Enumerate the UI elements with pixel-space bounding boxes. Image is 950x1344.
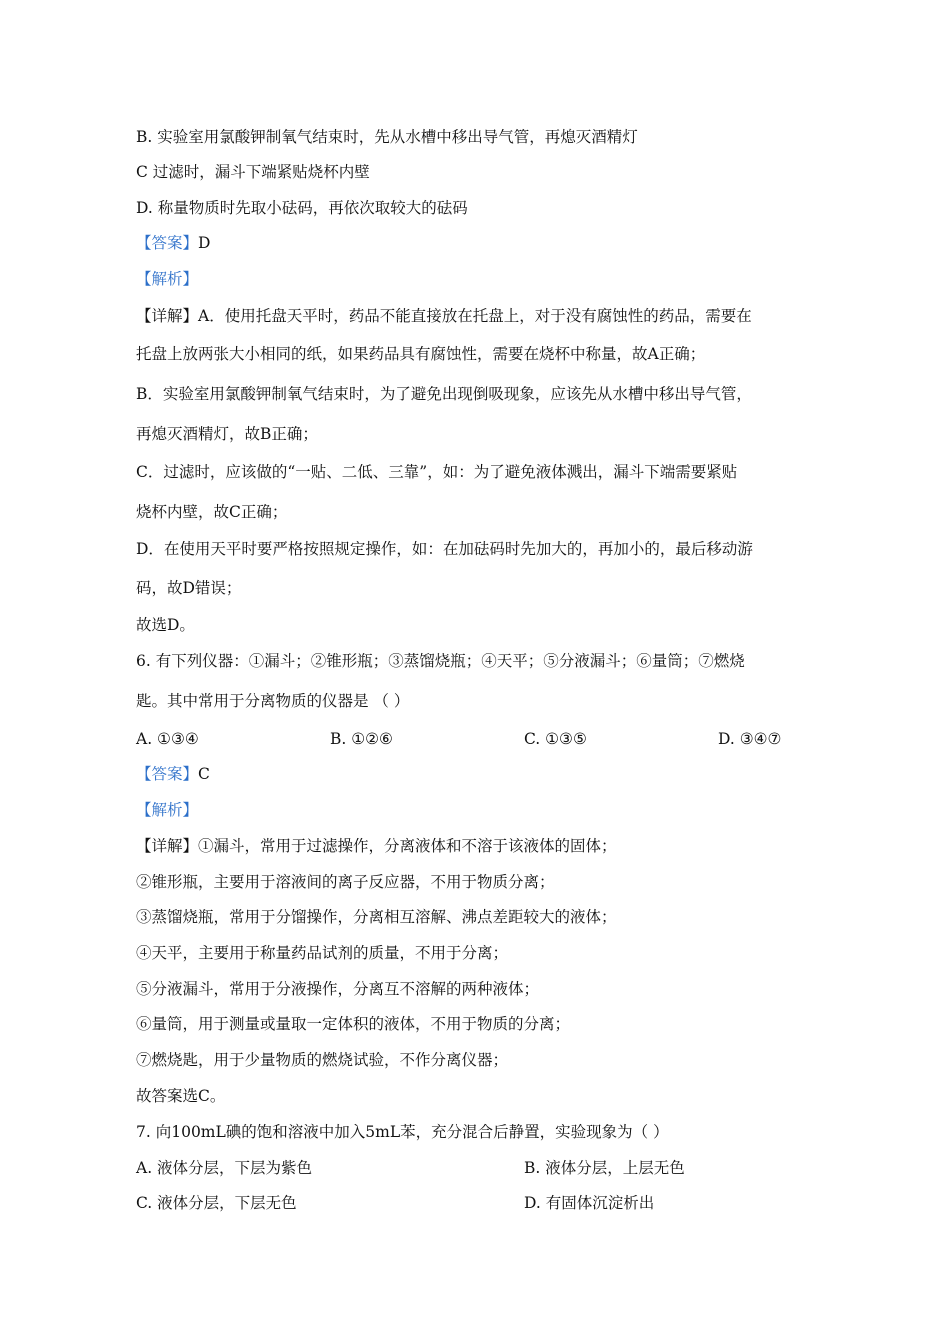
q5-detail-line8: 码，故D错误； bbox=[136, 579, 242, 597]
q5-option-c: C 过滤时，漏斗下端紧贴烧杯内壁 bbox=[136, 163, 370, 181]
q7-option-a: A. 液体分层，下层为紫色 bbox=[136, 1159, 313, 1177]
q6-stem-line1: 6. 有下列仪器：①漏斗；②锥形瓶；③蒸馏烧瓶；④天平；⑤分液漏斗；⑥量筒；⑦燃烧 bbox=[136, 652, 745, 670]
detail-text: ①漏斗，常用于过滤操作，分离液体和不溶于该液体的固体； bbox=[198, 837, 617, 855]
q5-option-d: D. 称量物质时先取小砝码，再依次取较大的砝码 bbox=[136, 199, 468, 217]
q6-option-c: C. ①③⑤ bbox=[524, 730, 587, 748]
q6-detail-line2: ②锥形瓶，主要用于溶液间的离子反应器，不用于物质分离； bbox=[136, 873, 555, 891]
detail-text: A．使用托盘天平时，药品不能直接放在托盘上，对于没有腐蚀性的药品，需要在 bbox=[198, 307, 752, 325]
q6-stem-line2: 匙。其中常用于分离物质的仪器是 （ ） bbox=[136, 692, 410, 710]
answer-tag: 【答案】 bbox=[136, 765, 199, 783]
q5-detail-line2: 托盘上放两张大小相同的纸，如果药品具有腐蚀性，需要在烧杯中称量，故A正确； bbox=[136, 345, 706, 363]
q6-detail-line3: ③蒸馏烧瓶，常用于分馏操作，分离相互溶解、沸点差距较大的液体； bbox=[136, 908, 617, 926]
q6-option-a: A. ①③④ bbox=[136, 730, 199, 748]
q6-detail-line4: ④天平，主要用于称量药品试剂的质量，不用于分离； bbox=[136, 944, 509, 962]
q6-analysis-tag: 【解析】 bbox=[136, 801, 199, 819]
q5-detail-line1 bbox=[136, 305, 752, 327]
q5-detail-line6: 烧杯内壁，故C正确； bbox=[136, 503, 288, 521]
q5-option-b: B. 实验室用氯酸钾制氧气结束时，先从水槽中移出导气管，再熄灭酒精灯 bbox=[136, 128, 638, 146]
q6-option-b: B. ①②⑥ bbox=[330, 730, 393, 748]
answer-tag: 【答案】 bbox=[136, 234, 199, 252]
q6-detail-line1 bbox=[136, 835, 617, 857]
q5-detail-line4: 再熄灭酒精灯，故B正确； bbox=[136, 425, 318, 443]
q6-detail-line5: ⑤分液漏斗，常用于分液操作，分离互不溶解的两种液体； bbox=[136, 980, 540, 998]
q5-analysis-tag: 【解析】 bbox=[136, 270, 199, 288]
q6-detail-line6: ⑥量筒，用于测量或量取一定体积的液体，不用于物质的分离； bbox=[136, 1015, 571, 1033]
q7-stem: 7. 向100mL碘的饱和溶液中加入5mL苯，充分混合后静置，实验现象为（ ） bbox=[136, 1123, 669, 1141]
detail-tag: 【详解】 bbox=[136, 307, 199, 325]
q6-conclusion: 故答案选C。 bbox=[136, 1087, 226, 1105]
q7-option-b: B. 液体分层，上层无色 bbox=[524, 1159, 685, 1177]
q7-option-d: D. 有固体沉淀析出 bbox=[524, 1194, 655, 1212]
q5-detail-line3: B．实验室用氯酸钾制氧气结束时，为了避免出现倒吸现象，应该先从水槽中移出导气管， bbox=[136, 385, 752, 403]
q5-detail-line5: C．过滤时，应该做的“一贴、二低、三靠”，如：为了避免液体溅出，漏斗下端需要紧贴 bbox=[136, 463, 738, 481]
detail-tag: 【详解】 bbox=[136, 837, 199, 855]
q6-option-d: D. ③④⑦ bbox=[718, 730, 782, 748]
q7-option-c: C. 液体分层，下层无色 bbox=[136, 1194, 297, 1212]
q6-answer bbox=[136, 763, 210, 785]
answer-value: D bbox=[198, 234, 211, 252]
answer-value: C bbox=[198, 765, 210, 783]
q6-detail-line7: ⑦燃烧匙，用于少量物质的燃烧试验，不作分离仪器； bbox=[136, 1051, 509, 1069]
q5-detail-line7: D．在使用天平时要严格按照规定操作，如：在加砝码时先加大的，再加小的，最后移动游 bbox=[136, 540, 753, 558]
q5-answer bbox=[136, 232, 210, 254]
q5-conclusion: 故选D。 bbox=[136, 616, 195, 634]
